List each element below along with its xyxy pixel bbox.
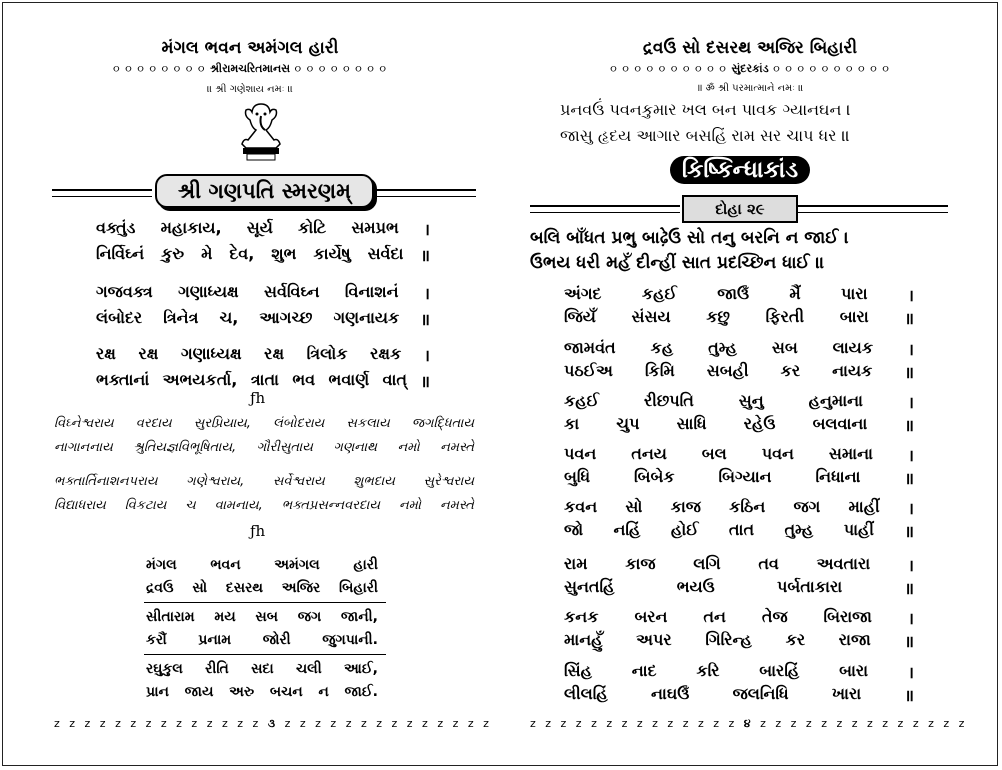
running-header: મંગલ ભવન અમંગલ હારી bbox=[161, 38, 339, 58]
verse-line: નિર્વિઘ્નં કુરુ મે દેવ, શુભ કાર્યેષુ સર્વદા ॥ bbox=[96, 244, 430, 265]
doha-line: બલિ બાઁધત પ્રભુ બાઢ઼ેઉ સો તનુ બરનિ ન જાઈ । bbox=[530, 228, 849, 248]
rule-left bbox=[530, 205, 680, 213]
page-footer: z z z z z z z z z z z z z z ૩ z z z z z z z z z z z z z z bbox=[54, 717, 492, 730]
box-line: દ્રવઉ સો દસરથ અજિર બિહારી bbox=[146, 580, 378, 596]
chaupai-line: કનક બરન તન તેજ બિરાજા । bbox=[564, 607, 914, 628]
prose-line: નાગાનનાય શ્રુતિયજ્ઞવિભૂષિતાય, ગૌરીસુતાય ગણનાથ નમો નમસ્તે bbox=[54, 440, 474, 455]
box-line: મંગલ ભવન અમંગલ હારી bbox=[146, 557, 378, 573]
left-page bbox=[0, 0, 500, 766]
box-line: રઘુકુલ રીતિ સદા ચલી આઈ, bbox=[146, 661, 378, 677]
chaupai-line: રામ કાજ લગિ તવ અવતારા । bbox=[564, 554, 914, 575]
box-divider bbox=[144, 602, 386, 603]
prose-line: ભક્તાર્તિનાશનપરાય ગણેશ્વરાય, સર્વેશ્વરાય શુભદાય સુરેશ્વરાય bbox=[54, 474, 474, 489]
chaupai-line: સિંહ નાદ કરિ બારહિં બારા । bbox=[564, 661, 914, 682]
chaupai-line: પવન તનય બલ પવન સમાના । bbox=[564, 444, 914, 465]
chaupai-line: પઠઈઅ કિમિ સબહી કર નાયક ॥ bbox=[564, 361, 914, 382]
chaupai-line: લીલહિં નાઘઉઁ જલનિધિ ખારા ॥ bbox=[564, 684, 914, 705]
page-number: ૩ bbox=[267, 717, 279, 730]
rule-right bbox=[798, 205, 948, 213]
verse-line: ગજવક્ત્ર ગણાધ્યક્ષ સર્વવિઘ્ન વિનાશનં । bbox=[96, 282, 430, 303]
kanda-title: કિષ્કિન્ધાકાંડ bbox=[670, 156, 810, 184]
chaupai-line: બુધિ બિબેક બિગ્યાન નિધાના ॥ bbox=[564, 467, 914, 488]
section-banner: શ્રી ગણપતિ સ્મરણમ્ bbox=[155, 174, 374, 208]
invocation: ॥ ॐ શ્રી પરમાત્માને નમઃ ॥ bbox=[696, 83, 804, 94]
right-page bbox=[500, 0, 1000, 766]
verse-line: રક્ષ રક્ષ ગણાધ્યક્ષ રક્ષ ત્રિલોક રક્ષક । bbox=[96, 344, 430, 365]
chaupai-line: અંગદ કહઈ જાઉઁ મૈં પારા । bbox=[564, 284, 914, 305]
verse-line: વક્તુંડ મહાકાય, સૂર્ય કોટિ સમપ્રભ । bbox=[96, 218, 430, 239]
box-line: પ્રાન જાય અરુ બચન ન જાઈ. bbox=[146, 684, 378, 700]
doha-label: દોહા ૨૯ bbox=[682, 195, 798, 223]
running-header: દ્રવઉ સો દસરથ અજિર બિહારી bbox=[642, 38, 858, 58]
chaupai-line: કહઈ રીછપતિ સુનુ હનુમાના । bbox=[564, 391, 914, 412]
box-divider bbox=[144, 654, 386, 655]
box-line: કરૌં પ્રનામ જોરી જુગપાની. bbox=[146, 632, 378, 648]
chaupai-line: કવન સો કાજ કઠિન જગ માહીં । bbox=[564, 497, 914, 518]
invocation: ॥ શ્રી ગણેશાય નમઃ ॥ bbox=[206, 84, 294, 95]
chaupai-line: જો નહિં હોઈ તાત તુમ્હ પાહીં ॥ bbox=[564, 520, 914, 541]
book-title: સુંદરકાંડ bbox=[731, 62, 769, 75]
fh-mark: ƒh bbox=[250, 389, 266, 407]
chaupai-line: જિયઁ સંસય કછુ ફિરતી બારા ॥ bbox=[564, 307, 914, 328]
ganesha-icon bbox=[235, 98, 287, 162]
page-footer: z z z z z z z z z z z z z z ૪ z z z z z z z z z z z z z z bbox=[530, 717, 968, 730]
fh-mark: ƒh bbox=[250, 522, 266, 540]
intro-line: જાસુ હૃદય આગાર બસહિં રામ સર ચાપ ધર ॥ bbox=[560, 126, 851, 145]
box-line: સીતારામ મય સબ જગ જાની, bbox=[146, 609, 378, 625]
verse-line: લંબોદર ત્રિનેત્ર ચ, આગચ્છ ગણનાયક ॥ bbox=[96, 308, 430, 329]
rule-right bbox=[376, 189, 476, 197]
verse-line: ભક્તાનાં અભયકર્તા, ત્રાતા ભવ ભવાર્ણ વાત્ ॥ bbox=[96, 370, 430, 391]
doha-line: ઉભય ધરી મહઁ દીન્હીં સાત પ્રદચ્છિન ધાઈ ॥ bbox=[530, 253, 825, 273]
page-number: ૪ bbox=[743, 717, 754, 730]
ornament-line: ૦ ૦ ૦ ૦ ૦ ૦ ૦ ૦ ૦ ૦ સુંદરકાંડ ૦ ૦ ૦ ૦ ૦ ૦ ૦ ૦ ૦ ૦ bbox=[610, 62, 890, 75]
prose-line: વિદ્યાધરાય વિકટાય ચ વામનાય, ભક્તપ્રસન્નવરદાય નમો નમસ્તે bbox=[54, 498, 474, 513]
book-title: શ્રીરામચરિતમાનસ bbox=[209, 62, 291, 75]
intro-line: પ્રનવઉં પવનકુમાર ખલ બન પાવક ગ્યાનઘન । bbox=[560, 100, 851, 119]
ornament-line: ૦ ૦ ૦ ૦ ૦ ૦ ૦ ૦ શ્રીરામચરિતમાનસ ૦ ૦ ૦ ૦ ૦ ૦ ૦ ૦ bbox=[113, 62, 387, 75]
chaupai-line: કા ચુપ સાધિ રહેઉ બલવાના ॥ bbox=[564, 414, 914, 435]
chaupai-line: જામવંત કહ તુમ્હ સબ લાયક । bbox=[564, 338, 914, 359]
chaupai-line: સુનતહિં ભયઉ પર્બતાકારા ॥ bbox=[564, 577, 914, 598]
rule-left bbox=[52, 189, 152, 197]
chaupai-line: માનહુઁ અપર ગિરિન્હ કર રાજા ॥ bbox=[564, 630, 914, 651]
prose-line: વિઘ્નેશ્વરાય વરદાય સુરપ્રિયાય, લંબોદરાય સકલાય જગદ્ધિતાય bbox=[54, 416, 474, 431]
